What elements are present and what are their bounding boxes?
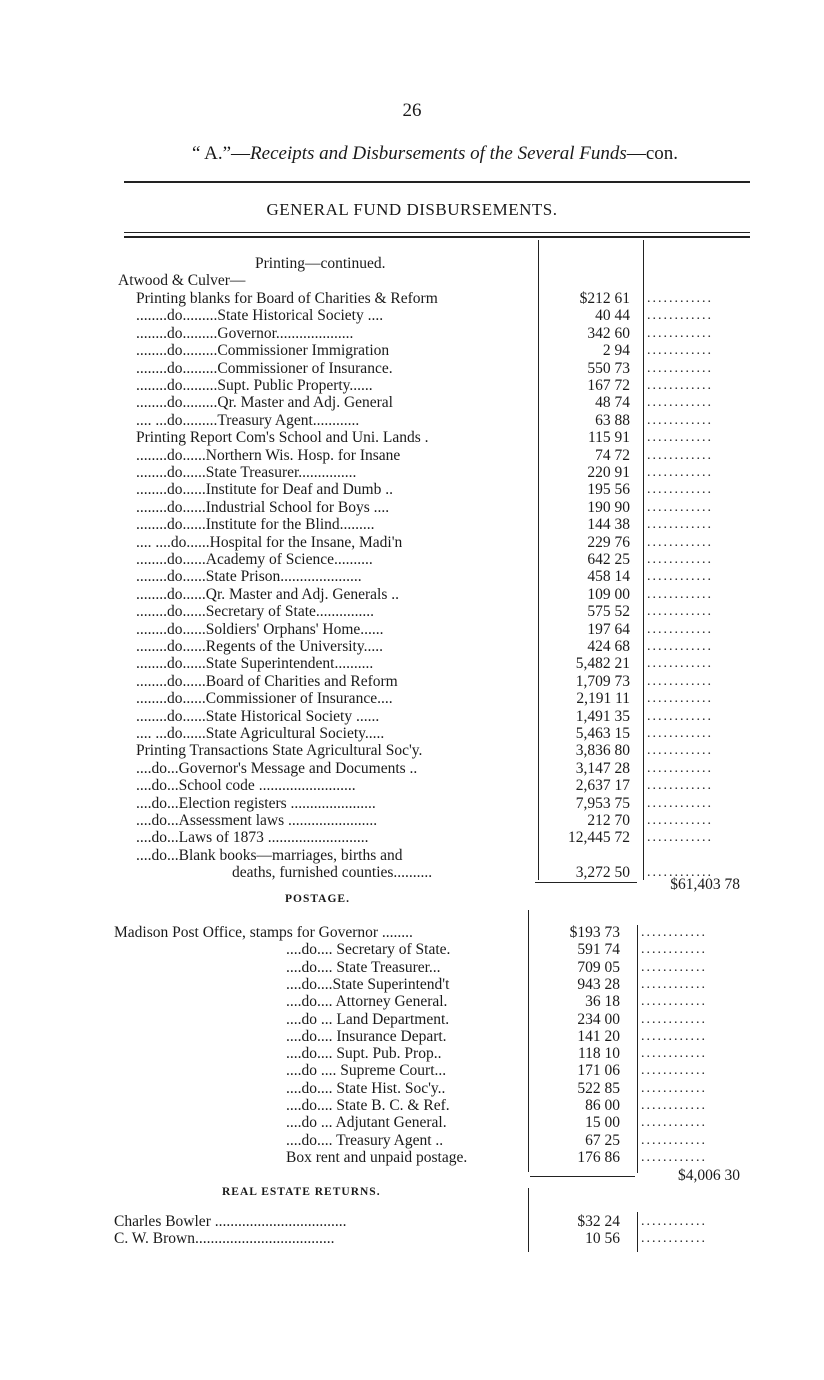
row-leader: ............ (641, 1231, 707, 1247)
real-estate-heading: REAL ESTATE RETURNS. (222, 1186, 381, 1198)
table-row (0, 603, 824, 620)
table-row (0, 1097, 824, 1114)
row-description: ........do......Industrial School for Boys .... (136, 498, 390, 516)
table-row (0, 481, 824, 498)
row-amount: 63 88 (595, 411, 630, 429)
table-row (0, 1028, 824, 1045)
table-row (0, 412, 824, 429)
row-leader: ............ (641, 942, 707, 958)
row-leader: ............ (647, 673, 713, 689)
row-amount: 2,637 17 (575, 777, 630, 795)
row-description: ....do ... Land Department. (286, 1010, 450, 1028)
row-amount: 48 74 (595, 394, 630, 412)
row-description: ........do.........Governor.................... (136, 324, 354, 342)
table-row (0, 924, 824, 941)
row-amount: 15 00 (585, 1114, 620, 1132)
table-row (0, 959, 824, 976)
table-row (0, 516, 824, 533)
row-description: ....do .... Supreme Court... (286, 1062, 447, 1080)
row-leader: ............ (641, 1149, 707, 1165)
row-leader: ............ (647, 430, 713, 446)
row-description: ....do.... Secretary of State. (286, 941, 451, 959)
table-row (0, 777, 824, 794)
row-description: ........do.........Supt. Public Property...... (136, 377, 373, 394)
table-row (0, 325, 824, 342)
table-row (0, 447, 824, 464)
row-leader: ............ (647, 604, 713, 620)
row-amount: 67 25 (585, 1131, 620, 1149)
table-row (0, 673, 824, 690)
row-amount: 229 76 (587, 533, 630, 551)
table-row (0, 534, 824, 551)
row-description: Box rent and unpaid postage. (286, 1148, 468, 1166)
row-leader: ............ (647, 569, 713, 585)
table-row (0, 290, 824, 307)
row-leader: ............ (647, 813, 713, 828)
row-amount: 74 72 (595, 446, 630, 464)
row-leader: ............ (641, 1063, 707, 1079)
row-description: ........do......State Treasurer............... (136, 464, 357, 481)
row-leader: ............ (647, 499, 713, 515)
double-rule-bottom (124, 236, 750, 238)
row-amount: 212 70 (587, 812, 630, 829)
row-description: ....do.... State Treasurer... (286, 958, 441, 976)
row-leader: ............ (647, 308, 713, 324)
row-leader: ............ (641, 1028, 707, 1044)
row-leader: ............ (647, 412, 713, 428)
table-row (0, 568, 824, 585)
table-row (0, 1080, 824, 1097)
table-row (0, 795, 824, 812)
table-row (0, 307, 824, 324)
row-amount: 171 06 (577, 1062, 620, 1080)
row-leader: ............ (647, 534, 713, 550)
row-leader: ............ (641, 994, 707, 1010)
payee-label (0, 272, 824, 289)
row-description: C. W. Brown.................................... (114, 1230, 335, 1248)
table-row (0, 725, 824, 742)
row-amount: 424 68 (587, 638, 630, 655)
table-row (0, 1114, 824, 1131)
row-amount: $212 61 (579, 290, 630, 307)
row-description: ........do......Board of Charities and Reform (136, 672, 398, 690)
section-total: $61,403 78 (670, 876, 740, 893)
row-description: ........do.........Commissioner Immigration (136, 342, 390, 360)
table-row (0, 586, 824, 603)
row-amount: 195 56 (587, 481, 630, 499)
header-title: Receipts and Disbursements of the Several Funds (250, 143, 627, 164)
row-amount: 1,709 73 (575, 672, 630, 690)
table-row (0, 1230, 824, 1247)
table-row (0, 1011, 824, 1028)
continued-label (0, 255, 824, 272)
row-leader: ............ (641, 1214, 707, 1229)
row-amount: 591 74 (577, 941, 620, 959)
postage-heading: POSTAGE. (285, 893, 350, 905)
row-description: ........do......Northern Wis. Hosp. for Insane (136, 446, 401, 464)
row-description: ....do.... Insurance Depart. (286, 1027, 447, 1045)
row-leader: ............ (647, 795, 713, 811)
row-amount: 3,272 50 (575, 864, 630, 882)
row-amount: 7,953 75 (575, 794, 630, 812)
table-row (0, 1062, 824, 1079)
row-description: ....do ... Adjutant General. (286, 1114, 447, 1132)
row-amount: 234 00 (577, 1010, 620, 1028)
row-amount: $193 73 (569, 924, 620, 941)
row-amount: 12,445 72 (568, 829, 630, 847)
row-amount: 167 72 (587, 377, 630, 394)
row-description: .... ...do.........Treasury Agent............ (136, 411, 360, 429)
row-amount: 10 56 (585, 1230, 620, 1248)
postage-total-row (0, 1167, 824, 1184)
printing-total-row (0, 876, 824, 893)
row-amount: 3,147 28 (575, 759, 630, 777)
row-description: ........do......Qr. Master and Adj. Generals .. (136, 585, 400, 603)
table-row (0, 621, 824, 638)
row-leader: ............ (641, 1080, 707, 1096)
row-description: ........do......Secretary of State............... (136, 603, 375, 621)
row-leader: ............ (647, 865, 713, 881)
row-leader: ............ (641, 959, 707, 975)
row-description: ........do......Academy of Science.......... (136, 551, 373, 568)
header-rule (124, 181, 750, 183)
page-number: 26 (402, 100, 422, 121)
row-description: ........do......Commissioner of Insurance.... (136, 690, 393, 708)
row-amount: 118 10 (577, 1045, 620, 1063)
table-row (0, 941, 824, 958)
table-row (0, 1149, 824, 1166)
row-leader: ............ (647, 656, 713, 672)
row-description: ....do.... State Hist. Soc'y.. (286, 1079, 446, 1097)
row-description: ....do...Governor's Message and Documents .. (136, 759, 418, 777)
row-amount: 2 94 (602, 342, 630, 360)
table-row (0, 360, 824, 377)
row-amount: 3,836 80 (575, 742, 630, 760)
row-leader: ............ (647, 447, 713, 463)
row-amount: 342 60 (587, 324, 630, 342)
table-row (0, 829, 824, 846)
page-header (118, 143, 752, 165)
row-description: Printing Transactions State Agricultural Soc'y. (136, 742, 423, 760)
row-description: ....do...Laws of 1873 .......................... (136, 829, 369, 847)
row-leader: ............ (647, 760, 713, 776)
row-leader: ............ (647, 743, 713, 759)
row-amount: 5,482 21 (575, 655, 630, 673)
row-description: Printing Report Com's School and Uni. Lands . (136, 429, 429, 447)
row-description: ........do.........Commissioner of Insurance. (136, 359, 393, 377)
row-description: ........do......Institute for Deaf and Dumb .. (136, 481, 393, 499)
row-amount: 40 44 (595, 307, 630, 325)
row-leader: ............ (647, 830, 713, 846)
row-leader: ............ (647, 621, 713, 637)
row-description: ........do......Soldiers' Orphans' Home...... (136, 620, 384, 638)
table-row (0, 976, 824, 993)
header-prefix: “ A.”— (192, 143, 251, 164)
header-suffix: —con. (626, 143, 678, 164)
table-row (0, 655, 824, 672)
row-amount: 190 90 (587, 498, 630, 516)
row-amount: 2,191 11 (576, 690, 630, 708)
row-leader: ............ (641, 1115, 707, 1131)
table-row (0, 1132, 824, 1149)
row-amount: 5,463 15 (575, 725, 630, 742)
table-row (0, 638, 824, 655)
table-row (0, 551, 824, 568)
row-amount: $32 24 (577, 1213, 620, 1230)
row-leader: ............ (641, 1098, 707, 1113)
row-description: deaths, furnished counties.......... (232, 864, 433, 882)
table-row (0, 342, 824, 359)
row-amount: 115 91 (587, 429, 630, 447)
table-row (0, 1045, 824, 1062)
row-leader: ............ (647, 465, 713, 480)
row-leader: ............ (647, 378, 713, 393)
row-amount: 141 20 (577, 1027, 620, 1045)
row-description: ....do....State Superintend't (286, 975, 450, 993)
row-amount: 109 00 (587, 585, 630, 603)
table-row (0, 742, 824, 759)
row-leader: ............ (647, 325, 713, 341)
table-row (0, 429, 824, 446)
row-description: Printing blanks for Board of Charities & Reform (136, 290, 438, 307)
row-description: Charles Bowler .................................. (114, 1213, 347, 1230)
row-description: .... ...do......State Agricultural Society..... (136, 725, 385, 742)
table-row (0, 993, 824, 1010)
row-leader: ............ (647, 691, 713, 707)
row-amount: 144 38 (587, 516, 630, 534)
row-leader: ............ (647, 708, 713, 724)
row-description: ........do......State Historical Society ...... (136, 707, 380, 725)
row-description: ........do......Regents of the University..... (136, 638, 383, 655)
row-description: .... ....do......Hospital for the Insane, Madi'n (136, 533, 403, 551)
row-description: ........do......State Superintendent.......... (136, 655, 374, 673)
row-amount: 642 25 (587, 551, 630, 568)
table-row (0, 394, 824, 411)
row-amount: 550 73 (587, 359, 630, 377)
row-amount: 86 00 (585, 1097, 620, 1114)
row-description: ........do.........Qr. Master and Adj. General (136, 394, 393, 412)
row-amount: 1,491 35 (575, 707, 630, 725)
row-leader: ............ (647, 482, 713, 498)
table-row (0, 708, 824, 725)
row-leader: ............ (647, 291, 713, 306)
row-amount: 220 91 (587, 464, 630, 481)
row-leader: ............ (641, 1011, 707, 1027)
row-amount: 522 85 (577, 1079, 620, 1097)
row-leader: ............ (641, 1132, 707, 1148)
row-amount: 458 14 (587, 568, 630, 586)
table-row (0, 377, 824, 394)
section-total: $4,006 30 (678, 1167, 740, 1184)
row-leader: ............ (641, 925, 707, 940)
row-leader: ............ (647, 639, 713, 654)
section-title: GENERAL FUND DISBURSEMENTS. (266, 200, 558, 219)
row-description: ....do...Election registers ...................... (136, 794, 376, 812)
table-row (0, 690, 824, 707)
table-row (0, 812, 824, 829)
row-amount: 575 52 (587, 603, 630, 621)
row-leader: ............ (647, 778, 713, 794)
row-leader: ............ (641, 1046, 707, 1062)
row-leader: ............ (647, 726, 713, 741)
table-row (0, 1213, 824, 1230)
row-description: ....do.... Attorney General. (286, 993, 448, 1011)
row-leader: ............ (647, 517, 713, 533)
row-description: ....do.... Supt. Pub. Prop.. (286, 1045, 442, 1063)
row-description: ........do......Institute for the Blind......... (136, 516, 375, 534)
row-description: ....do...Blank books—marriages, births and (136, 846, 403, 864)
row-description: Madison Post Office, stamps for Governor ........ (114, 924, 413, 941)
row-description: ........do.........State Historical Society .... (136, 307, 384, 325)
row-description: Printing—continued. (255, 255, 386, 272)
row-description: ....do...School code ......................... (136, 777, 356, 795)
row-leader: ............ (647, 586, 713, 602)
row-description: Atwood & Culver— (118, 272, 246, 289)
row-leader: ............ (647, 360, 713, 376)
table-row (0, 464, 824, 481)
row-amount: 36 18 (585, 993, 620, 1011)
row-amount: 943 28 (577, 975, 620, 993)
row-amount: 176 86 (577, 1148, 620, 1166)
table-row (0, 760, 824, 777)
table-row (0, 499, 824, 516)
row-leader: ............ (647, 395, 713, 411)
row-description: ....do.... State B. C. & Ref. (286, 1097, 450, 1114)
row-description: ....do.... Treasury Agent .. (286, 1131, 444, 1149)
double-rule-top (124, 232, 750, 233)
row-description: ........do......State Prison..................... (136, 568, 362, 586)
row-leader: ............ (647, 343, 713, 359)
row-leader: ............ (647, 552, 713, 567)
row-amount: 709 05 (577, 958, 620, 976)
blank-books-line (0, 847, 824, 864)
row-amount: 197 64 (587, 620, 630, 638)
row-description: ....do...Assessment laws ....................... (136, 812, 378, 829)
row-leader: ............ (641, 976, 707, 992)
